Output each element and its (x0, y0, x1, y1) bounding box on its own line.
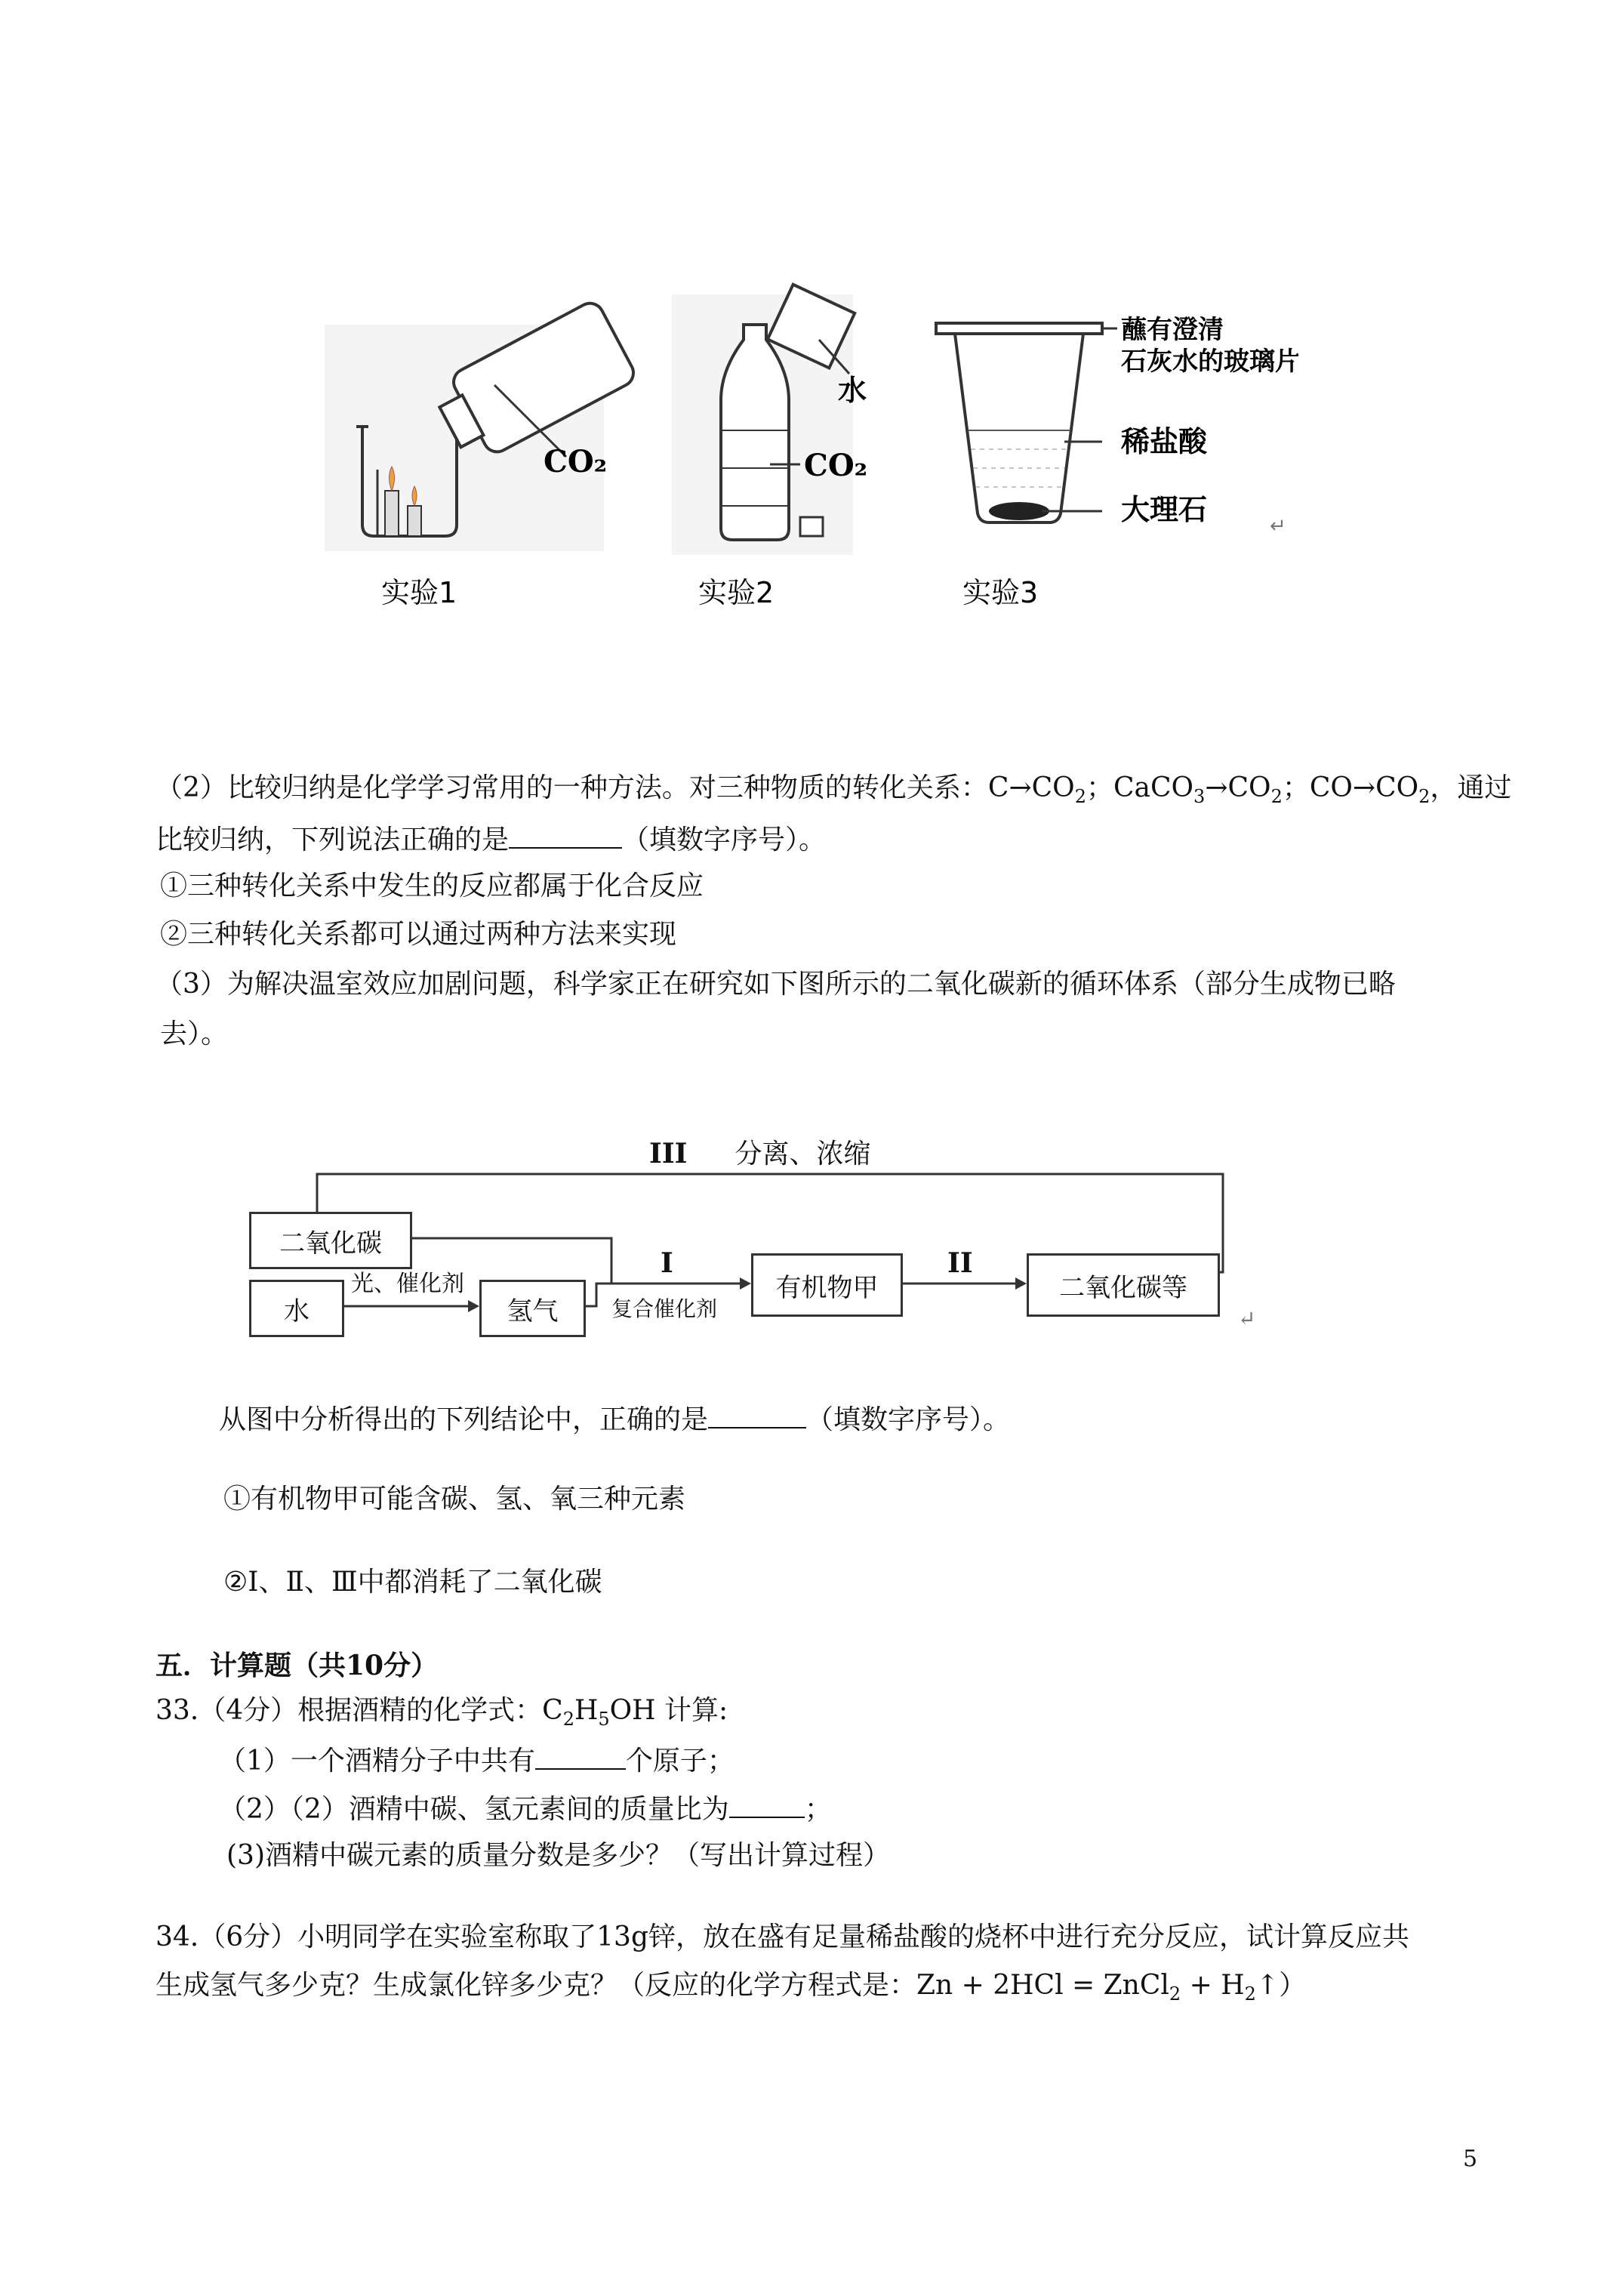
svg-text:↵: ↵ (1270, 515, 1286, 538)
exp2-water-label: 水 (838, 373, 867, 407)
experiment-illustrations (317, 279, 1298, 627)
return-mark: ↵ (1238, 1306, 1256, 1331)
step2-label: II (947, 1247, 973, 1279)
q3-option-1: ①有机物甲可能含碳、氢、氧三种元素 (223, 1484, 686, 1515)
q2-option-1: ①三种转化关系中发生的反应都属于化合反应 (160, 871, 704, 901)
experiment-figures (317, 279, 1298, 627)
q2-answer-blank[interactable] (509, 823, 622, 849)
q33-part1: （1）一个酒精分子中共有 个原子； (219, 1746, 735, 1777)
step-light-catalyst: 光、催化剂 (351, 1271, 464, 1297)
box-co2: 二氧化碳 (249, 1212, 412, 1269)
exp2-gas-label: CO₂ (804, 448, 868, 483)
q3-line2: 去）。 (160, 1019, 229, 1049)
exp3-marble (989, 502, 1049, 520)
exp3-plate-label-1: 蘸有澄清 (1121, 315, 1224, 345)
q3-question: 从图中分析得出的下列结论中，正确的是 （填数字序号）。 (219, 1404, 1011, 1435)
exp3-caption: 实验3 (962, 576, 1039, 609)
q33-part3: (3)酒精中碳元素的质量分数是多少？（写出计算过程） (226, 1840, 890, 1871)
exp3-glass-plate (936, 323, 1102, 334)
exp1-caption: 实验1 (381, 576, 457, 609)
exp3-marble-label: 大理石 (1121, 492, 1208, 526)
q3-answer-blank[interactable] (708, 1403, 806, 1428)
step3-label: III 分离、浓缩 (649, 1138, 871, 1170)
exp2-caption: 实验2 (698, 576, 775, 609)
exp1-candle-high (408, 506, 421, 536)
q33-stem: 33.（4分）根据酒精的化学式：$C_2H_5OH$ 计算: (156, 1695, 728, 1730)
q3-line1: （3）为解决温室效应加剧问题，科学家正在研究如下图所示的二氧化碳新的循环体系（部分生成物已略 (156, 969, 1396, 1000)
q2-line1: （2）比较归纳是化学学习常用的一种方法。对三种物质的转化关系：$C\to CO_2$；$CaCO_3\to CO_2$；$CO\to CO_2$，通过 (156, 772, 1512, 808)
q2-line2: 比较归纳，下列说法正确的是 （填数字序号）。 (156, 824, 827, 855)
co2-cycle-diagram (242, 1133, 1256, 1359)
box-organic: 有机物甲 (751, 1253, 903, 1317)
exp3-plate-label-2: 石灰水的玻璃片 (1121, 347, 1298, 377)
section5-title: 五．计算题（共10分） (156, 1650, 439, 1681)
q2-option-2: ②三种转化关系都可以通过两种方法来实现 (160, 919, 677, 950)
exp1-candle-low (385, 491, 399, 536)
exp2-plastic-bottle (721, 325, 789, 540)
step1-catalyst: 复合催化剂 (611, 1296, 718, 1321)
q34-line1: 34.（6分）小明同学在实验室称取了13g锌，放在盛有足量稀盐酸的烧杯中进行充分反应，试计算反应共 (156, 1922, 1410, 1952)
step1-label: I (661, 1247, 673, 1279)
exp3-acid-label: 稀盐酸 (1121, 424, 1208, 458)
exp2-cap (800, 517, 823, 536)
page-number: 5 (1463, 2146, 1478, 2172)
exp1-gas-label: CO₂ (544, 444, 608, 479)
box-water: 水 (249, 1280, 344, 1337)
q33-blank-2[interactable] (729, 1792, 805, 1818)
exp3-beaker (955, 334, 1083, 522)
box-h2: 氢气 (479, 1280, 586, 1337)
q33-part2: （2）（2）酒精中碳、氢元素间的质量比为 ； (219, 1794, 832, 1825)
box-co2-etc: 二氧化碳等 (1027, 1253, 1220, 1317)
q3-option-2: ②Ⅰ、Ⅱ、Ⅲ中都消耗了二氧化碳 (223, 1567, 602, 1598)
q34-line2: 生成氢气多少克？生成氯化锌多少克？（反应的化学方程式是：Zn + 2HCl = ZnCl$_2$ + $H_2↑$） (156, 1970, 1307, 2005)
q33-blank-1[interactable] (535, 1744, 626, 1770)
